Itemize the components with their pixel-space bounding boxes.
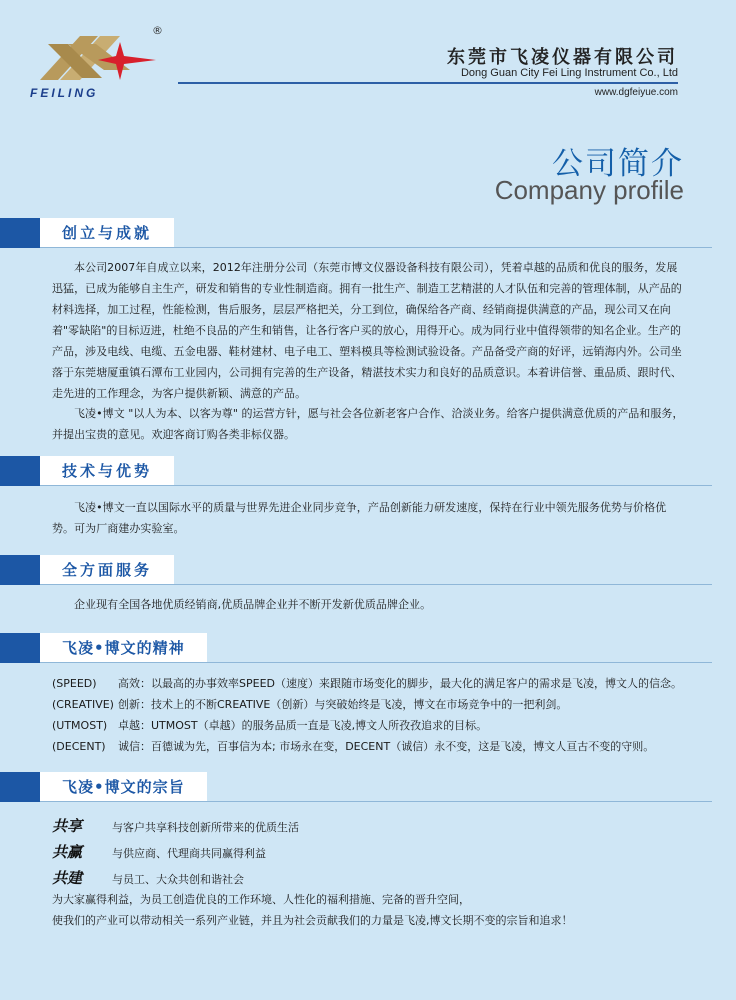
mission-closing-line-1: 为大家赢得利益，为员工创造优良的工作环境、人性化的福利措施、完备的晋升空间， bbox=[52, 893, 470, 906]
mission-item-build bbox=[52, 867, 244, 889]
technology-paragraph: 飞凌•博文一直以国际水平的质量与世界先进企业同步竞争，产品创新能力研发速度，保持在行业中领先服务优势与价格优势。可为厂商建办实验室。 bbox=[52, 501, 667, 535]
company-name-en: Dong Guan City Fei Ling Instrument Co., Ltd bbox=[460, 67, 678, 79]
spirit-tag: (CREATIVE) bbox=[52, 698, 114, 711]
founding-paragraph-1: 本公司2007年自成立以来，2012年注册分公司（东莞市博文仪器设备科技有限公司），凭着卓越的品质和优良的服务，发展迅猛，已成为能够自主生产，研发和销售的专业性制造商。拥有一批生产、制造工艺精湛的人才队伍和完善的管理体制，从产品的材料选择，加工过程，性能检测，售后服务，层层严格把关，分工到位，确保给各产商、经销商提供满意的产品，现公司又在向着"零缺陷"的目标迈进，杜绝不良品的产生和销售，让各行客户买的放心，用得开心。成为同行业中值得领带的知名企业。生产的产品，涉及电线、电缆、五金电器、鞋材建材、电子电工、塑料模具等检测试验设备。产品备受产商的好评，远销海内外。公司坐落于东莞塘厦重镇石潭布工业园内，公司拥有完善的生产设备，精湛技术实力和良好的品质意识。本着讲信誉、重品质、跟时代、走先进的工作理念，为客户提供新颖、满意的产品。 bbox=[52, 261, 682, 400]
section-rule bbox=[40, 247, 712, 248]
mission-text: 与员工、大众共创和谐社会 bbox=[112, 873, 244, 886]
company-name-cn: 东莞市飞凌仪器有限公司 bbox=[447, 47, 678, 68]
spirit-tag: (UTMOST) bbox=[52, 719, 108, 732]
registered-mark: ® bbox=[152, 24, 163, 37]
spirit-item-decent bbox=[52, 737, 654, 757]
section-marker bbox=[0, 772, 40, 802]
page-title-en: Company profile bbox=[494, 175, 684, 205]
section-title: 飞凌•博文的宗旨 bbox=[40, 772, 207, 802]
section-marker bbox=[0, 456, 40, 486]
section-header-founding bbox=[0, 218, 736, 248]
spirit-text: 诚信：百德诚为先，百事信为本; 市场永在变，DECENT（诚信）永不变，这是飞凌，博文人亘古不变的守则。 bbox=[118, 740, 655, 753]
spirit-item-creative bbox=[52, 695, 567, 715]
mission-item-share bbox=[52, 815, 299, 837]
page-title-cn: 公司简介 bbox=[552, 146, 684, 182]
section-rule bbox=[40, 584, 712, 585]
section-marker bbox=[0, 555, 40, 585]
header-divider bbox=[178, 82, 678, 84]
spirit-tag: (SPEED) bbox=[52, 677, 97, 690]
mission-closing-line-2: 使我们的产业可以带动相关一系列产业链，并且为社会贡献我们的力量是飞凌,博文长期不变的宗旨和追求！ bbox=[52, 914, 573, 927]
mission-keyword: 共建 bbox=[52, 869, 83, 887]
mission-keyword: 共赢 bbox=[52, 843, 83, 861]
logo-wordmark: FEILING bbox=[30, 86, 99, 100]
mission-keyword: 共享 bbox=[52, 817, 83, 835]
section-title: 飞凌•博文的精神 bbox=[40, 633, 207, 663]
section-header-spirit bbox=[0, 633, 736, 663]
section-marker bbox=[0, 218, 40, 248]
section-title: 创立与成就 bbox=[40, 218, 174, 248]
spirit-item-utmost bbox=[52, 716, 487, 736]
mission-item-win bbox=[52, 841, 266, 863]
spirit-text: 卓越：UTMOST（卓越）的服务品质一直是飞凌,博文人所孜孜追求的目标。 bbox=[118, 719, 488, 732]
service-paragraph: 企业现有全国各地优质经销商,优质品牌企业并不断开发新优质品牌企业。 bbox=[74, 598, 432, 611]
spirit-tag: (DECENT) bbox=[52, 740, 106, 753]
spirit-text: 高效：以最高的办事效率SPEED（速度）来跟随市场变化的脚步，最大化的满足客户的需求是飞凌，博文人的信念。 bbox=[118, 677, 682, 690]
section-header-technology bbox=[0, 456, 736, 486]
website-link[interactable]: www.dgfeiyue.com bbox=[594, 87, 678, 98]
founding-paragraph-2: 飞凌•博文 "以人为本、以客为尊" 的运营方针，愿与社会各位新老客户合作、洽淡业务。给客户提供满意优质的产品和服务，并提出宝贵的意见。欢迎客商订购各类非标仪器。 bbox=[52, 407, 684, 441]
mission-text: 与供应商、代理商共同赢得利益 bbox=[112, 847, 266, 860]
spirit-text: 创新：技术上的不断CREATIVE（创新）与突破始终是飞凌，博文在市场竞争中的一把利剑。 bbox=[118, 698, 568, 711]
spirit-item-speed bbox=[52, 674, 682, 694]
section-header-service bbox=[0, 555, 736, 585]
mission-text: 与客户共享科技创新所带来的优质生活 bbox=[112, 821, 299, 834]
section-rule bbox=[40, 485, 712, 486]
section-title: 技术与优势 bbox=[40, 456, 174, 486]
section-header-mission bbox=[0, 772, 736, 802]
section-marker bbox=[0, 633, 40, 663]
section-rule bbox=[40, 801, 712, 802]
section-rule bbox=[40, 662, 712, 663]
section-title: 全方面服务 bbox=[40, 555, 174, 585]
